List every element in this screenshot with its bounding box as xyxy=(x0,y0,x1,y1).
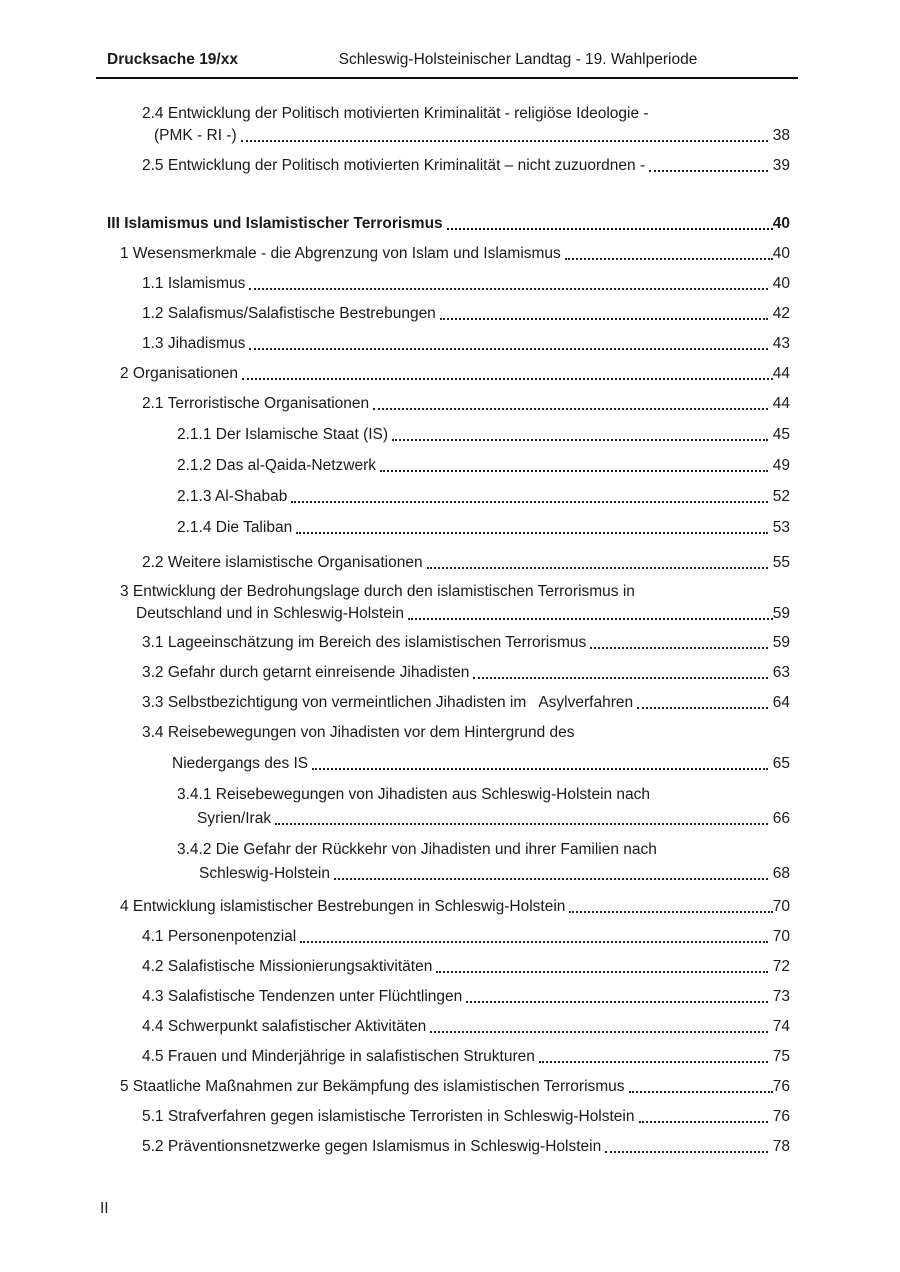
toc-entry xyxy=(142,723,575,743)
toc-entry-text: 2.1.2 Das al-Qaida-Netzwerk xyxy=(177,457,376,474)
toc-page-number: 44 xyxy=(772,395,790,412)
toc-page-number: 66 xyxy=(772,810,790,827)
toc-entry xyxy=(142,957,790,977)
toc-entry-text: 4.5 Frauen und Minderjährige in salafistischen Strukturen xyxy=(142,1048,535,1065)
toc-entry-text: 1.2 Salafismus/Salafistische Bestrebungen xyxy=(142,305,436,322)
toc-leader-dots xyxy=(590,647,767,649)
toc-entry-text: 1.1 Islamismus xyxy=(142,275,246,292)
toc-entry-text: Deutschland und in Schleswig-Holstein xyxy=(136,605,404,622)
toc-leader-dots xyxy=(275,823,768,825)
toc-page-number: 43 xyxy=(772,335,790,352)
header-title: Schleswig-Holsteinischer Landtag - 19. Wahlperiode xyxy=(338,51,698,68)
toc-entry-text: 5 Staatliche Maßnahmen zur Bekämpfung des islamistischen Terrorismus xyxy=(120,1078,625,1095)
toc-entry xyxy=(142,394,790,414)
toc-entry-text: 3.3 Selbstbezichtigung von vermeintlichen Jihadisten im Asylverfahren xyxy=(142,694,634,711)
toc-page-number: 39 xyxy=(772,157,790,174)
toc-page-number: 68 xyxy=(772,865,790,882)
toc-leader-dots xyxy=(436,971,767,973)
toc-leader-dots xyxy=(249,288,767,290)
toc-page-number: 70 xyxy=(772,928,790,945)
toc-entry-text: 1.3 Jihadismus xyxy=(142,335,246,352)
toc-section-heading xyxy=(107,214,790,234)
toc-entry-text: (PMK - RI -) xyxy=(154,127,237,144)
toc-page-number: 40 xyxy=(772,215,790,232)
toc-entry xyxy=(142,334,790,354)
toc-entry xyxy=(142,1017,790,1037)
toc-entry xyxy=(142,1137,790,1157)
toc-entry-text: 3.4.1 Reisebewegungen von Jihadisten aus Schleswig-Holstein nach xyxy=(177,786,651,803)
toc-entry xyxy=(142,633,790,653)
toc-leader-dots xyxy=(629,1091,773,1093)
toc-leader-dots xyxy=(565,258,773,260)
toc-leader-dots xyxy=(291,501,767,503)
toc-entry-text: 2.5 Entwicklung der Politisch motivierten Kriminalität – nicht zuzuordnen - xyxy=(142,157,646,174)
toc-entry xyxy=(177,487,790,507)
toc-page-number: 40 xyxy=(772,245,790,262)
toc-page-number: 44 xyxy=(772,365,790,382)
toc-leader-dots xyxy=(639,1121,768,1123)
toc-entry-text: 1 Wesensmerkmale - die Abgrenzung von Islam und Islamismus xyxy=(120,245,561,262)
toc-entry xyxy=(120,897,790,917)
toc-page-number: 64 xyxy=(772,694,790,711)
toc-leader-dots xyxy=(539,1061,768,1063)
toc-entry xyxy=(197,809,790,829)
toc-leader-dots xyxy=(466,1001,767,1003)
toc-entry-text: 2.1.4 Die Taliban xyxy=(177,519,293,536)
toc-page-number: 75 xyxy=(772,1048,790,1065)
toc-page-number: 65 xyxy=(772,755,790,772)
toc-leader-dots xyxy=(473,677,767,679)
toc-entry-text: Syrien/Irak xyxy=(197,810,272,827)
toc-page-number: 59 xyxy=(772,634,790,651)
toc-entry-text: 4.2 Salafistische Missionierungsaktivitäten xyxy=(142,958,433,975)
toc-page-number: 63 xyxy=(772,664,790,681)
toc-leader-dots xyxy=(312,768,768,770)
toc-entry-text: 4 Entwicklung islamistischer Bestrebungen in Schleswig-Holstein xyxy=(120,898,566,915)
toc-leader-dots xyxy=(440,318,768,320)
toc-page-number: 76 xyxy=(772,1108,790,1125)
toc-entry-text: 2.4 Entwicklung der Politisch motivierten Kriminalität - religiöse Ideologie - xyxy=(142,105,649,122)
document-id-label: Drucksache 19/xx xyxy=(107,51,238,68)
toc-entry xyxy=(120,582,635,602)
toc-entry-text: 2.1 Terroristische Organisationen xyxy=(142,395,370,412)
toc-leader-dots xyxy=(392,439,768,441)
toc-entry xyxy=(142,663,790,683)
toc-entry-text: 5.1 Strafverfahren gegen islamistische Terroristen in Schleswig-Holstein xyxy=(142,1108,635,1125)
toc-entry xyxy=(172,754,790,774)
toc-page-number: 72 xyxy=(772,958,790,975)
page-number-footer: II xyxy=(100,1200,109,1217)
toc-page-number: 38 xyxy=(772,127,790,144)
toc-leader-dots xyxy=(447,228,773,230)
toc-entry xyxy=(142,927,790,947)
toc-entry-text: 4.4 Schwerpunkt salafistischer Aktivitäten xyxy=(142,1018,427,1035)
toc-entry xyxy=(120,364,790,384)
toc-leader-dots xyxy=(296,532,768,534)
toc-page-number: 42 xyxy=(772,305,790,322)
toc-entry-text: 2.1.1 Der Islamische Staat (IS) xyxy=(177,426,389,443)
toc-leader-dots xyxy=(241,140,768,142)
toc-entry xyxy=(120,244,790,264)
toc-entry-text: 4.1 Personenpotenzial xyxy=(142,928,297,945)
toc-entry-text: 3.4 Reisebewegungen von Jihadisten vor dem Hintergrund des xyxy=(142,724,575,741)
toc-entry xyxy=(177,425,790,445)
toc-entry-text: Schleswig-Holstein xyxy=(199,865,330,882)
toc-entry-text: 3 Entwicklung der Bedrohungslage durch den islamistischen Terrorismus in xyxy=(120,583,635,600)
toc-entry xyxy=(142,156,790,176)
toc-leader-dots xyxy=(569,911,772,913)
toc-leader-dots xyxy=(605,1151,768,1153)
toc-leader-dots xyxy=(649,170,768,172)
page-header-row xyxy=(96,51,798,69)
toc-entry xyxy=(142,1107,790,1127)
toc-leader-dots xyxy=(427,567,768,569)
toc-entry xyxy=(142,104,649,124)
toc-leader-dots xyxy=(334,878,768,880)
toc-entry xyxy=(199,864,790,884)
toc-page-number: 74 xyxy=(772,1018,790,1035)
toc-entry xyxy=(177,840,657,860)
toc-entry-text: 2.2 Weitere islamistische Organisationen xyxy=(142,554,423,571)
toc-page-number: 53 xyxy=(772,519,790,536)
toc-entry-text: 3.2 Gefahr durch getarnt einreisende Jihadisten xyxy=(142,664,470,681)
toc-entry xyxy=(142,274,790,294)
toc-leader-dots xyxy=(373,408,768,410)
toc-page-number: 59 xyxy=(772,605,790,622)
page-header xyxy=(96,51,798,79)
toc-entry-text: 3.4.2 Die Gefahr der Rückkehr von Jihadisten und ihrer Familien nach xyxy=(177,841,657,858)
toc-page-number: 55 xyxy=(772,554,790,571)
toc-entry xyxy=(142,304,790,324)
toc-page-number: 45 xyxy=(772,426,790,443)
toc-entry xyxy=(177,518,790,538)
toc-entry xyxy=(142,553,790,573)
toc-entry-text: III Islamismus und Islamistischer Terrorismus xyxy=(107,215,443,232)
toc-leader-dots xyxy=(430,1031,767,1033)
toc-page-number: 76 xyxy=(772,1078,790,1095)
toc-leader-dots xyxy=(380,470,768,472)
toc-leader-dots xyxy=(300,941,767,943)
toc-entry-text: 3.1 Lageeinschätzung im Bereich des islamistischen Terrorismus xyxy=(142,634,587,651)
toc-entry-text: 4.3 Salafistische Tendenzen unter Flüchtlingen xyxy=(142,988,463,1005)
toc-entry xyxy=(154,126,790,146)
toc-leader-dots xyxy=(408,618,773,620)
toc-page-number: 70 xyxy=(772,898,790,915)
toc-entry-text: 2 Organisationen xyxy=(120,365,239,382)
toc-leader-dots xyxy=(249,348,767,350)
toc-page-number: 40 xyxy=(772,275,790,292)
toc-page-number: 52 xyxy=(772,488,790,505)
toc-entry-text: Niedergangs des IS xyxy=(172,755,309,772)
toc-page-number: 49 xyxy=(772,457,790,474)
toc-entry xyxy=(136,604,790,624)
toc-entry xyxy=(142,1047,790,1067)
toc-entry xyxy=(120,1077,790,1097)
toc-entry-text: 2.1.3 Al-Shabab xyxy=(177,488,288,505)
toc-entry xyxy=(177,785,650,805)
toc-entry xyxy=(177,456,790,476)
toc-page-number: 73 xyxy=(772,988,790,1005)
toc-entry xyxy=(142,693,790,713)
toc-page-number: 78 xyxy=(772,1138,790,1155)
toc-entry-text: 5.2 Präventionsnetzwerke gegen Islamismus in Schleswig-Holstein xyxy=(142,1138,602,1155)
toc-leader-dots xyxy=(637,707,768,709)
toc-entry xyxy=(142,987,790,1007)
toc-leader-dots xyxy=(242,378,773,380)
